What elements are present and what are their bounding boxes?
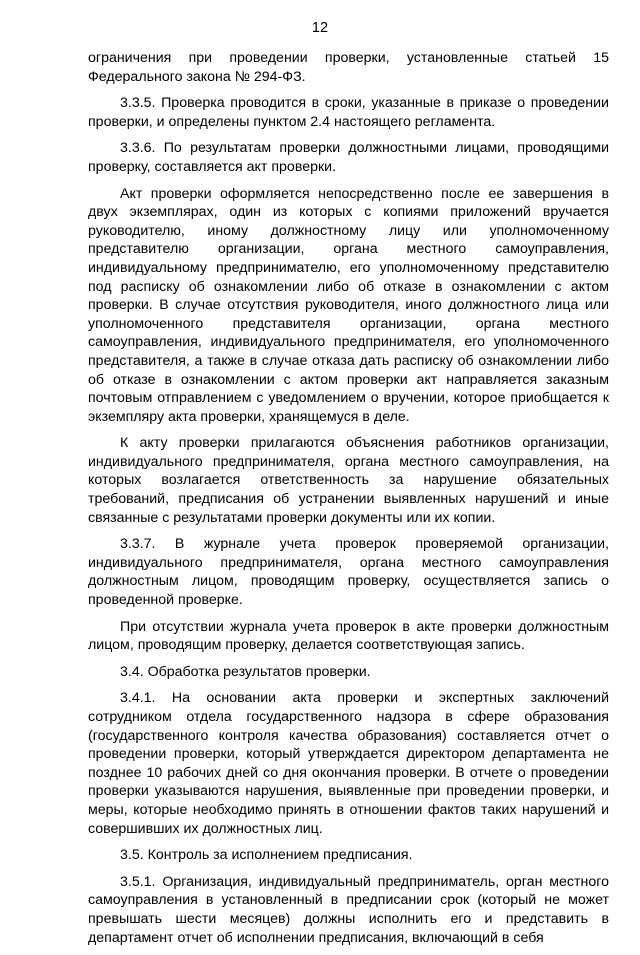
paragraph-act-formation: Акт проверки оформляется непосредственно после ее завершения в двух экземплярах, один из которых с копиями приложений вручается руководителю, иному должностному лицу или уполномоченному представителю организации, органа местного самоуправления, индивидуальному предпринимателю, его уполномоченному представителю под расписку об ознакомлении либо об отказе в ознакомлении с актом проверки. В случае отсутствия руководителя, иного должностного лица или уполномоченного представителя организации, органа местного самоуправления, индивидуального предпринимателя, его уполномоченного представителя, а также в случае отказа дать расписку об ознакомлении либо об отказе в ознакомлении с актом проверки акт направляется заказным почтовым отправлением с уведомлением о вручении, которое приобщается к экземпляру акта проверки, хранящемуся в деле. <box>88 185 609 425</box>
paragraph-3-3-5: 3.3.5. Проверка проводится в сроки, указанные в приказе о проведении проверки, и определены пунктом 2.4 настоящего регламента. <box>88 95 609 130</box>
paragraph-no-journal: При отсутствии журнала учета проверок в акте проверки должностным лицом, проводящим проверку, делается соответствующая запись. <box>88 618 609 654</box>
page-number: 12 <box>311 20 329 36</box>
paragraph-3-4-heading: 3.4. Обработка результатов проверки. <box>120 663 371 680</box>
paragraph-3-5-1: 3.5.1. Организация, индивидуальный предприниматель, орган местного самоуправления в установленный в предписании срок (который не может превышать шести месяцев) должны исполнить его и представить в департамент отчет об исполнении предписания, включающий в себя <box>88 873 609 946</box>
paragraph-3-5-heading: 3.5. Контроль за исполнением предписания. <box>120 847 413 864</box>
paragraph-3-4-1: 3.4.1. На основании акта проверки и экспертных заключений сотрудником отдела государственного надзора в сфере образования (государственного контроля качества образования) составляется отчет о проведении проверки, который утверждается директором департамента не позднее 10 рабочих дней со дня окончания проверки. В отчете о проведении проверки указываются нарушения, выявленные при проведении проверки, и меры, которые необходимо принять в отношении фактов таких нарушений и совершивших их должностных лиц. <box>88 690 609 837</box>
document-body <box>88 49 609 955</box>
paragraph-act-attachments: К акту проверки прилагаются объяснения работников организации, индивидуального предпринимателя, органа местного самоуправления, на которых возлагается ответственность за нарушение обязательных требований, предписания об устранении выявленных нарушений и иные связанные с результатами проверки документы или их копии. <box>88 435 609 526</box>
paragraph-3-3-6: 3.3.6. По результатам проверки должностными лицами, проводящими проверку, составляется акт проверки. <box>88 140 609 175</box>
paragraph-continuation: ограничения при проведении проверки, установленные статьей 15 Федерального закона № 294-ФЗ. <box>88 50 609 85</box>
paragraph-3-3-7: 3.3.7. В журнале учета проверок проверяемой организации, индивидуального предпринимателя, органа местного самоуправления должностным лицом, проводящим проверку, осуществляется запись о проведенной проверке. <box>88 536 609 609</box>
